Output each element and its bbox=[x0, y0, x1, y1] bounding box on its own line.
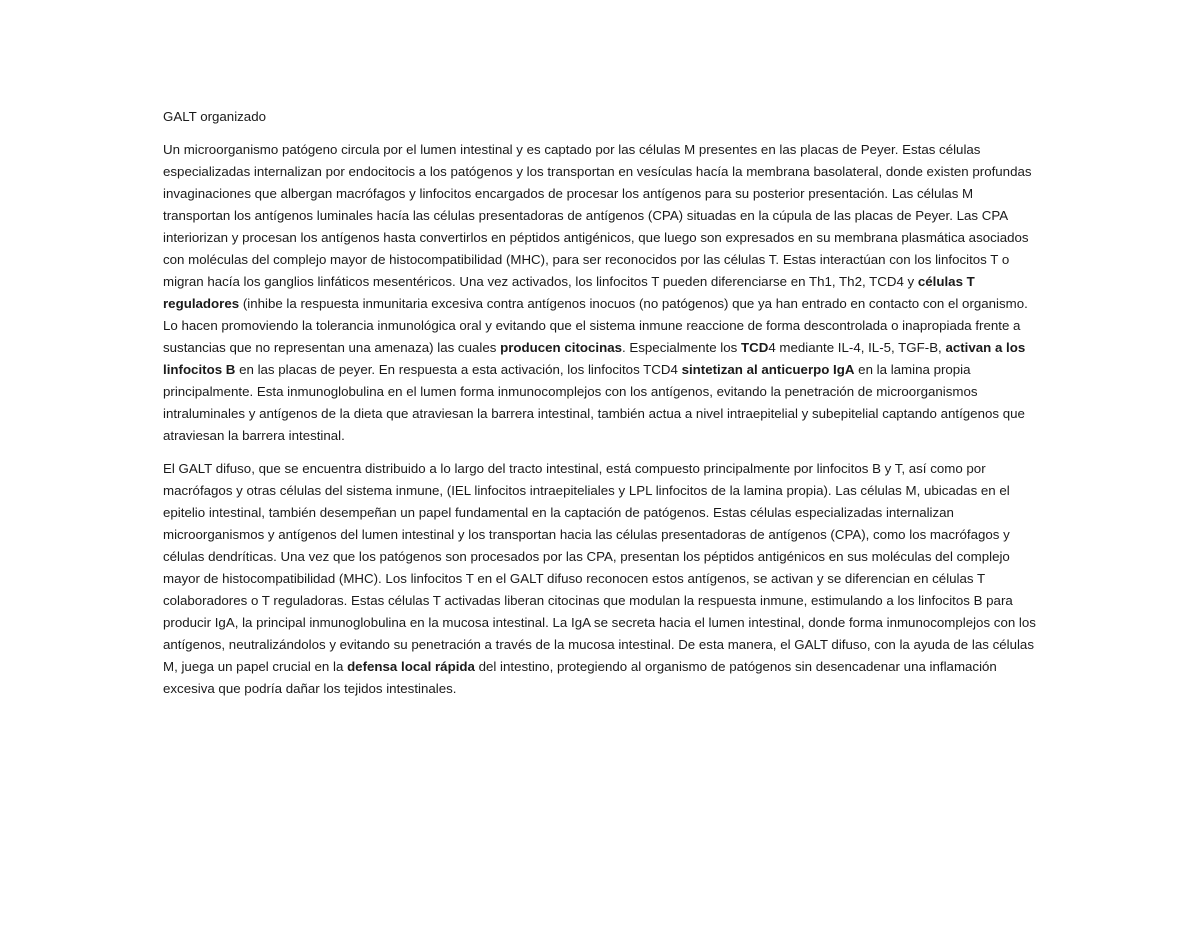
text-run: del intestino, protegiendo al organismo de patógenos sin desencadenar una inflamación excesiva que podría dañar los tejidos intestinales. bbox=[163, 659, 997, 696]
bold-text-run: producen citocinas bbox=[500, 340, 622, 355]
text-run: en la lamina propia principalmente. Esta inmunoglobulina en el lumen forma inmunocomplejos con los antígenos, evitando la penetración de microorganismos intraluminales y antígenos de la dieta que atraviesan la barrera intestinal, también actua a nivel intraepitelial y subepitelial captando antígenos que atraviesan la barrera intestinal. bbox=[163, 362, 1025, 443]
text-run: 4 mediante IL-4, IL-5, TGF-B, bbox=[768, 340, 946, 355]
paragraph-organized-galt bbox=[163, 139, 1043, 447]
bold-text-run: sintetizan al anticuerpo IgA bbox=[681, 362, 855, 377]
text-run: en las placas de peyer. En respuesta a esta activación, los linfocitos TCD4 bbox=[235, 362, 682, 377]
paragraph-diffuse-galt bbox=[163, 458, 1043, 700]
bold-text-run: células T reguladores bbox=[163, 274, 975, 311]
document-page bbox=[163, 106, 1043, 711]
bold-text-run: activan a los linfocitos B bbox=[163, 340, 1026, 377]
document-heading: GALT organizado bbox=[163, 109, 266, 124]
text-run: El GALT difuso, que se encuentra distribuido a lo largo del tracto intestinal, está compuesto principalmente por linfocitos B y T, así como por macrófagos y otras células del sistema inmune, (IEL linfocitos intraepiteliales y LPL linfocitos de la lamina propia). Las células M, ubicadas en el epitelio intestinal, también desempeñan un papel fundamental en la captación de patógenos. Estas células especializadas internalizan microorganismos y antígenos del lumen intestinal y los transportan hacia las células presentadoras de antígenos (CPA), como los macrófagos y células dendríticas. Una vez que los patógenos son procesados por las CPA, presentan los péptidos antigénicos en sus moléculas del complejo mayor de histocompatibilidad (MHC). Los linfocitos T en el GALT difuso reconocen estos antígenos, se activan y se diferencian en células T colaboradores o T reguladoras. Estas células T activadas liberan citocinas que modulan la respuesta inmune, estimulando a los linfocitos B para producir IgA, la principal inmunoglobulina en la mucosa intestinal. La IgA se secreta hacia el lumen intestinal, donde forma inmunocomplejos con los antígenos, neutralizándolos y evitando su penetración a través de la mucosa intestinal. De esta manera, el GALT difuso, con la ayuda de las células M, juega un papel crucial en la bbox=[163, 461, 1036, 674]
text-run: . Especialmente los bbox=[622, 340, 741, 355]
text-run: Un microorganismo patógeno circula por el lumen intestinal y es captado por las células M presentes en las placas de Peyer. Estas células especializadas internalizan por endocitocis a los patógenos y los transportan en vesículas hacía la membrana basolateral, donde existen profundas invaginaciones que albergan macrófagos y linfocitos encargados de procesar los antígenos para su posterior presentación. Las células M transportan los antígenos luminales hacía las células presentadoras de antígenos (CPA) situadas en la cúpula de las placas de Peyer. Las CPA interiorizan y procesan los antígenos hasta convertirlos en péptidos antigénicos, que luego son expresados en su membrana plasmática asociados con moléculas del complejo mayor de histocompatibilidad (MHC), para ser reconocidos por las células T. Estas interactúan con los linfocitos T o migran hacía los ganglios linfáticos mesentéricos. Una vez activados, los linfocitos T pueden diferenciarse en Th1, Th2, TCD4 y bbox=[163, 142, 1032, 289]
bold-text-run: TCD bbox=[741, 340, 769, 355]
bold-text-run: defensa local rápida bbox=[347, 659, 475, 674]
text-run: (inhibe la respuesta inmunitaria excesiva contra antígenos inocuos (no patógenos) que ya han entrado en contacto con el organismo. Lo hacen promoviendo la tolerancia inmunológica oral y evitando que el sistema inmune reaccione de forma descontrolada o inapropiada frente a sustancias que no representan una amenaza) las cuales bbox=[163, 296, 1028, 355]
